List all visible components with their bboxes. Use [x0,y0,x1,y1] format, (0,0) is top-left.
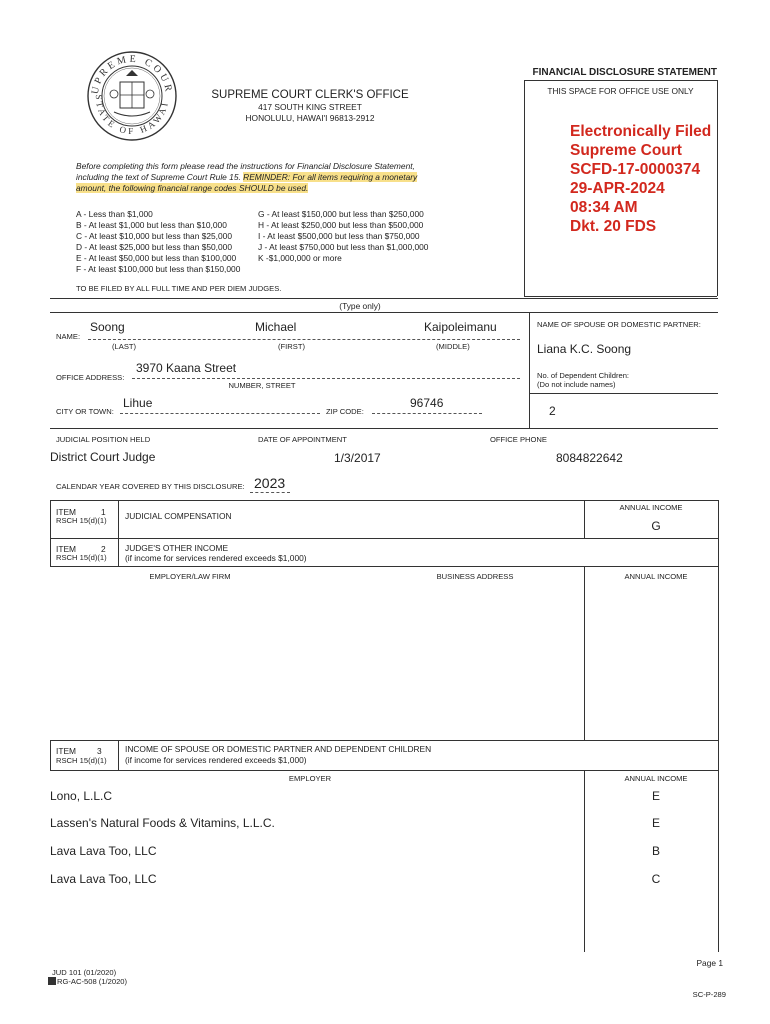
code-h: H - At least $250,000 but less than $500,000 [258,219,424,230]
code-k: K -$1,000,000 or more [258,252,342,263]
row-income[interactable]: E [651,789,660,803]
item3-rule: RSCH 15(d)(1) [56,756,107,765]
spouse-name[interactable]: Liana K.C. Soong [537,342,632,356]
name-middle-caption: (MIDDLE) [436,342,470,351]
row-income[interactable]: E [651,816,660,830]
office-use-label: THIS SPACE FOR OFFICE USE ONLY [547,86,694,96]
stamp-line-5: 08:34 AM [570,199,638,216]
svg-text:SUPREME COURT: UPREME COUR [89,53,175,96]
name-last[interactable]: Soong [90,320,125,334]
position-value[interactable]: District Court Judge [50,450,156,464]
item1-label: ITEM 1 [56,507,106,517]
office-address-value[interactable]: 3970 Kaana Street [136,361,237,375]
office-address-line1: 417 SOUTH KING STREET [258,102,362,112]
name-first[interactable]: Michael [255,320,297,334]
item1-rule: RSCH 15(d)(1) [56,516,107,525]
item3-subtitle: (if income for services rendered exceeds $1,000) [125,755,307,765]
recycle-icon [48,977,56,985]
row-employer[interactable]: Lassen's Natural Foods & Vitamins, L.L.C. [50,816,275,830]
row-income[interactable]: B [651,844,660,858]
stamp-line-1: Electronically Filed [570,123,712,140]
name-last-caption: (LAST) [112,342,137,351]
item3-label: ITEM 3 [56,746,102,756]
zip-value[interactable]: 96746 [410,396,444,410]
table-row [50,816,718,830]
stamp-line-4: 29-APR-2024 [570,180,665,197]
form-code: SC-P-289 [692,990,726,999]
year-label: CALENDAR YEAR COVERED BY THIS DISCLOSURE: [56,482,245,491]
code-e: E - At least $50,000 but less than $100,000 [76,252,237,263]
code-j: J - At least $750,000 but less than $1,000,000 [258,241,429,252]
svg-text:STATE OF HAWAII: STATE OF HAWAI [93,94,171,137]
instructions-line-2a: including the text of Supreme Court Rule 15. [76,172,241,182]
item2-label: ITEM 2 [56,544,106,554]
form-revision: RG-AC-508 (1/2020) [48,977,127,986]
code-d: D - At least $25,000 but less than $50,000 [76,241,232,252]
appointment-label: DATE OF APPOINTMENT [258,435,347,444]
table-row [50,872,718,886]
item2-col-employer: EMPLOYER/LAW FIRM [149,572,231,581]
form-number: JUD 101 (01/2020) [52,968,117,977]
item2-col-address: BUSINESS ADDRESS [436,572,514,581]
page-number: Page 1 [696,958,723,968]
position-label: JUDICIAL POSITION HELD [56,435,151,444]
instructions [76,161,516,194]
row-employer[interactable]: Lava Lava Too, LLC [50,872,157,886]
zip-label: ZIP CODE: [326,407,364,416]
office-address-label: OFFICE ADDRESS: [56,373,125,382]
table-row [50,789,718,803]
phone-value[interactable]: 8084822642 [556,451,623,465]
dependents-label-2: (Do not include names) [537,380,616,389]
filed-by-note: TO BE FILED BY ALL FULL TIME AND PER DIEM JUDGES. [76,284,282,293]
item2-subtitle: (if income for services rendered exceeds $1,000) [125,553,307,563]
item3-col-employer: EMPLOYER [288,774,332,783]
office-address-caption: NUMBER, STREET [228,381,296,390]
instructions-reminder: REMINDER: For all items requiring a monetary [243,172,418,182]
appointment-value[interactable]: 1/3/2017 [334,451,381,465]
item1-income-label: ANNUAL INCOME [619,503,683,512]
item2-rule: RSCH 15(d)(1) [56,553,107,562]
name-first-caption: (FIRST) [278,342,305,351]
phone-label: OFFICE PHONE [490,435,547,444]
code-c: C - At least $10,000 but less than $25,000 [76,230,232,241]
spouse-label: NAME OF SPOUSE OR DOMESTIC PARTNER: [537,320,701,329]
city-label: CITY OR TOWN: [56,407,114,416]
range-codes-right [258,209,458,264]
office-name: SUPREME COURT CLERK'S OFFICE [211,89,409,101]
row-employer[interactable]: Lava Lava Too, LLC [50,844,157,858]
stamp-line-3: SCFD-17-0000374 [570,161,701,178]
dependents-value[interactable]: 2 [549,404,556,418]
stamp-line-6: Dkt. 20 FDS [570,218,657,235]
item2-title: JUDGE'S OTHER INCOME [125,543,229,553]
code-f: F - At least $100,000 but less than $150,000 [76,263,241,274]
name-label: NAME: [56,332,81,341]
item1-title: JUDICIAL COMPENSATION [125,511,232,521]
item1-income-value[interactable]: G [651,519,661,533]
item2-col-income: ANNUAL INCOME [624,572,688,581]
e-filed-stamp [570,122,720,236]
name-middle[interactable]: Kaipoleimanu [424,320,497,334]
row-income[interactable]: C [651,872,661,886]
row-employer[interactable]: Lono, L.L.C [50,789,113,803]
item3-col-income: ANNUAL INCOME [624,774,688,783]
code-i: I - At least $500,000 but less than $750,000 [258,230,420,241]
stamp-line-2: Supreme Court [570,142,682,159]
office-address-line2: HONOLULU, HAWAI'I 96813-2912 [245,113,375,123]
court-seal [86,50,178,142]
instructions-line-1: Before completing this form please read the instructions for Financial Disclosure Statement, [76,161,415,171]
table-row [50,844,718,858]
year-value[interactable]: 2023 [254,475,286,491]
form-title: FINANCIAL DISCLOSURE STATEMENT [532,67,717,78]
city-value[interactable]: Lihue [123,396,153,410]
code-g: G - At least $150,000 but less than $250,000 [258,209,424,219]
code-a: A - Less than $1,000 [76,209,153,219]
item3-title: INCOME OF SPOUSE OR DOMESTIC PARTNER AND DEPENDENT CHILDREN [125,744,432,754]
instructions-line-3: amount, the following financial range codes SHOULD be used. [76,183,309,193]
range-codes-left [76,209,256,274]
code-b: B - At least $1,000 but less than $10,000 [76,219,227,230]
type-only-label: (Type only) [339,301,381,311]
dependents-label-1: No. of Dependent Children: [537,371,630,380]
seal-icon [86,50,178,142]
